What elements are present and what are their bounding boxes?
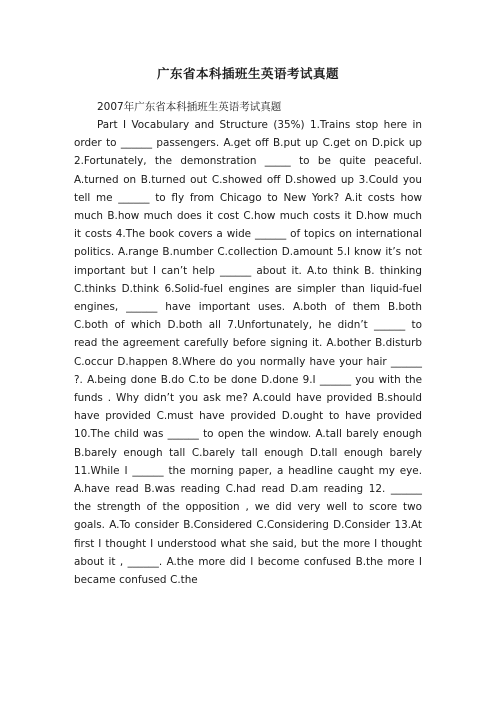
document-subtitle: 2007年广东省本科插班生英语考试真题 bbox=[97, 101, 282, 113]
document-title: 广东省本科插班生英语考试真题 bbox=[156, 66, 339, 81]
document-body: Part I Vocabulary and Structure (35%) 1.Trains stop here in order to ______ passengers. A.get off B.put up C.get on D.pick up 2.Fortunately, the demonstration _____ to be quite peaceful. A.turned on B.turned out C.showed off D.showed up 3.Could you tell me ______ to fly from Chicago to New York? A.it costs how much B.how much does it cost C.how much costs it D.how much it costs 4.The book covers a wide ______ of topics on international politics. A.range B.number C.collection D.amount 5.I know it’s not important but I can’t help ______ about it. A.to think B. thinking C.thinks D.think 6.Solid-fuel engines are simpler than liquid-fuel engines, ______ have important uses. A.both of them B.both C.both of which D.both all 7.Unfortunately, he didn’t ______ to read the agreement carefully before signing it. A.bother B.disturb C.occur D.happen 8.Where do you normally have your hair ______ ?. A.being done B.do C.to be done D.done 9.I ______ you with the funds . Why didn’t you ask me? A.could have provided B.should have provided C.must have provided D.ought to have provided 10.The child was ______ to open the window. A.tall barely enough B.barely enough tall C.barely tall enough D.tall enough barely 11.While I ______ the morning paper, a headline caught my eye. A.have read B.was reading C.had read D.am reading 12. ______ the strength of the opposition , we did very well to score two goals. A.To consider B.Considered C.Considering D.Consider 13.At first I thought I understood what she said, but the more I thought about it , ______. A.the more did I become confused B.the more I became confused C.the bbox=[74, 119, 422, 587]
